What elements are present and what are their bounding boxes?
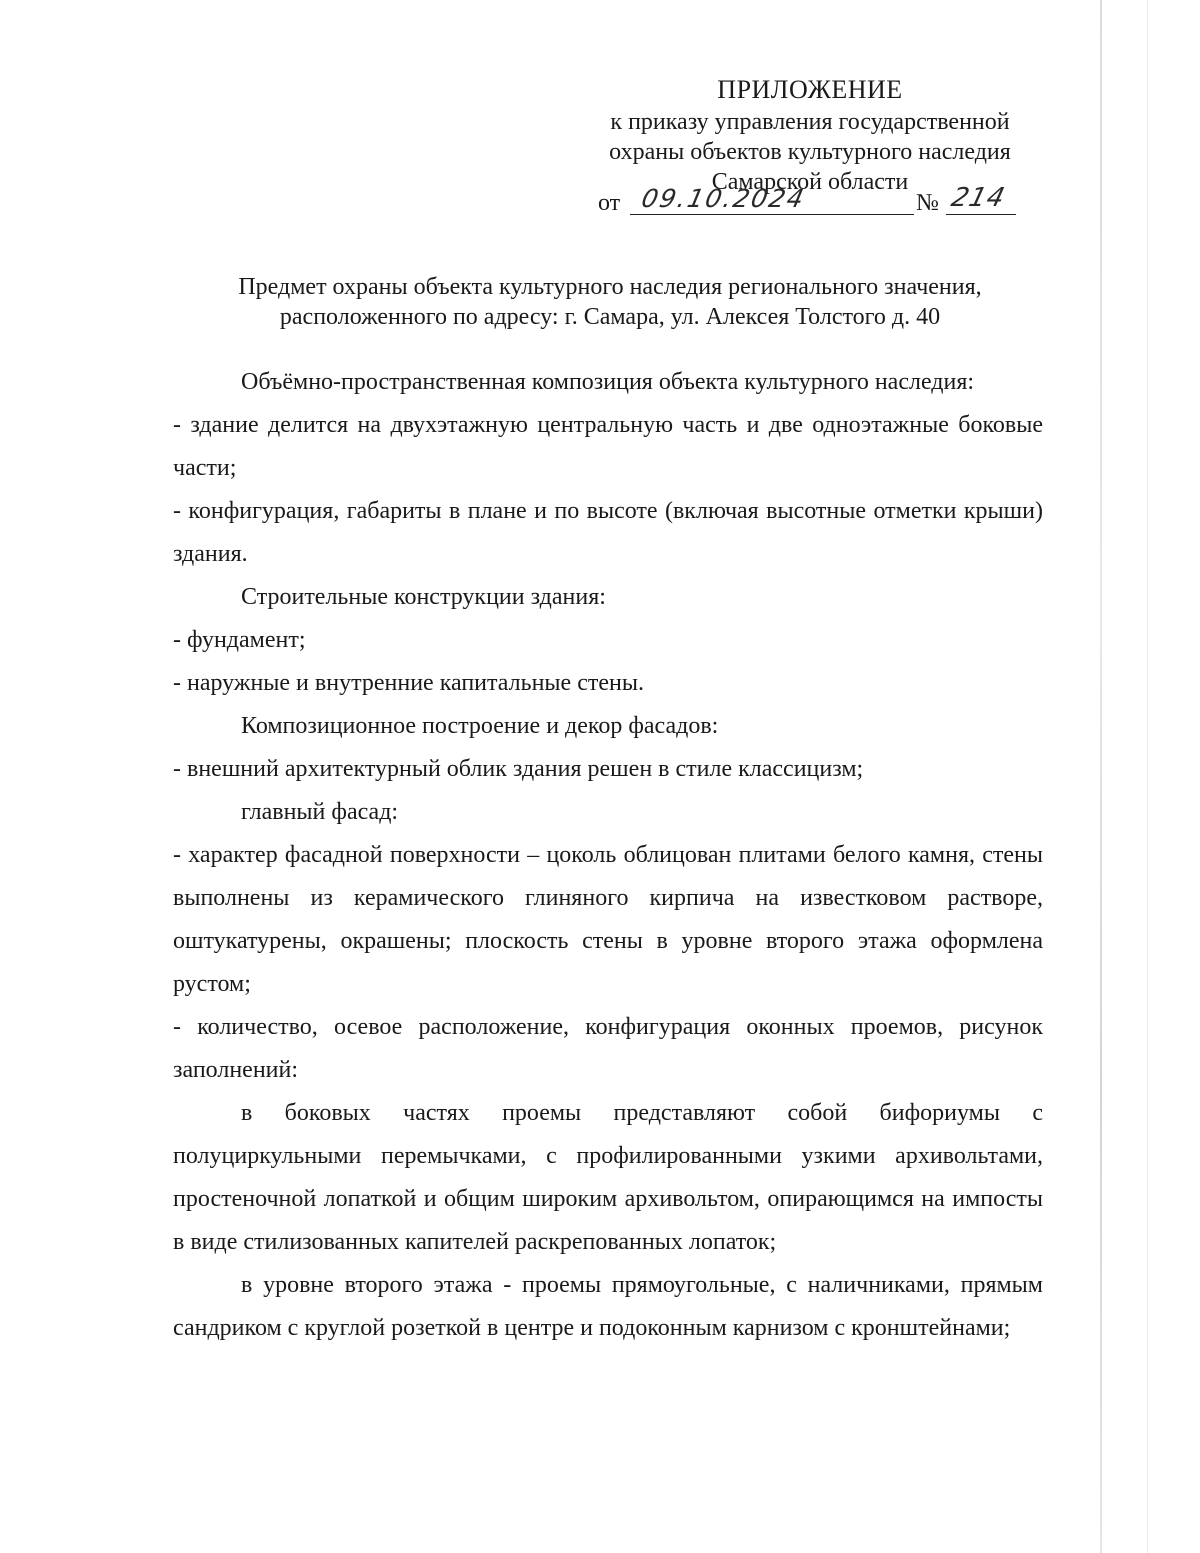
document-body xyxy=(173,361,1043,1350)
date-underline xyxy=(630,184,914,215)
paragraph: - фундамент; xyxy=(173,627,306,653)
appendix-title: ПРИЛОЖЕНИЕ xyxy=(717,75,903,104)
page-edge-shadow xyxy=(1100,0,1102,1553)
paragraph: в уровне второго этажа - проемы прямоугольные, с наличниками, прямым сандриком с круглой розеткой в центре и подоконным карнизом с кронштейнами; xyxy=(173,1272,1043,1341)
paragraph: в боковых частях проемы представляют собой бифориумы с полуциркульными перемычками, с профилированными узкими архивольтами, простеночной лопаткой и общим широким архивольтом, опирающимся на импосты в виде стилизованных капителей раскрепованных лопаток; xyxy=(173,1100,1043,1255)
subheading-main-facade: главный фасад: xyxy=(241,799,399,825)
paragraph: - наружные и внутренние капитальные стены. xyxy=(173,670,644,696)
document-subject xyxy=(160,272,1060,332)
order-date-number-row xyxy=(598,183,1018,220)
subject-line-2: расположенного по адресу: г. Самара, ул. Алексея Толстого д. 40 xyxy=(279,304,941,330)
subject-line-1: Предмет охраны объекта культурного наследия регионального значения, xyxy=(238,274,982,300)
section-heading-facades: Композиционное построение и декор фасадов: xyxy=(241,713,719,739)
paragraph: - здание делится на двухэтажную центральную часть и две одноэтажные боковые части; xyxy=(173,412,1043,481)
appendix-line-2: охраны объектов культурного наследия xyxy=(609,139,1011,165)
paragraph: - количество, осевое расположение, конфигурация оконных проемов, рисунок заполнений: xyxy=(173,1014,1043,1083)
handwritten-date: 09.10.2024 xyxy=(638,184,809,213)
paragraph: - конфигурация, габариты в плане и по высоте (включая высотные отметки крыши) здания. xyxy=(173,498,1043,567)
paragraph: - характер фасадной поверхности – цоколь облицован плитами белого камня, стены выполнены из керамического глиняного кирпича на известковом растворе, оштукатурены, окрашены; плоскость стены в уровне второго этажа оформлена рустом; xyxy=(173,842,1043,997)
appendix-line-1: к приказу управления государственной xyxy=(610,109,1010,135)
page-edge-line xyxy=(1147,0,1148,1553)
paragraph: - внешний архитектурный облик здания решен в стиле классицизм; xyxy=(173,756,864,782)
number-label: № xyxy=(916,190,939,216)
appendix-header xyxy=(560,75,1060,197)
from-label: от xyxy=(598,190,621,216)
handwritten-number: 214 xyxy=(948,183,1009,213)
appendix-line-3: Самарской области xyxy=(711,169,909,195)
section-heading-structures: Строительные конструкции здания: xyxy=(241,584,606,610)
number-underline xyxy=(946,183,1016,215)
section-heading-volume: Объёмно-пространственная композиция объекта культурного наследия: xyxy=(241,369,975,395)
